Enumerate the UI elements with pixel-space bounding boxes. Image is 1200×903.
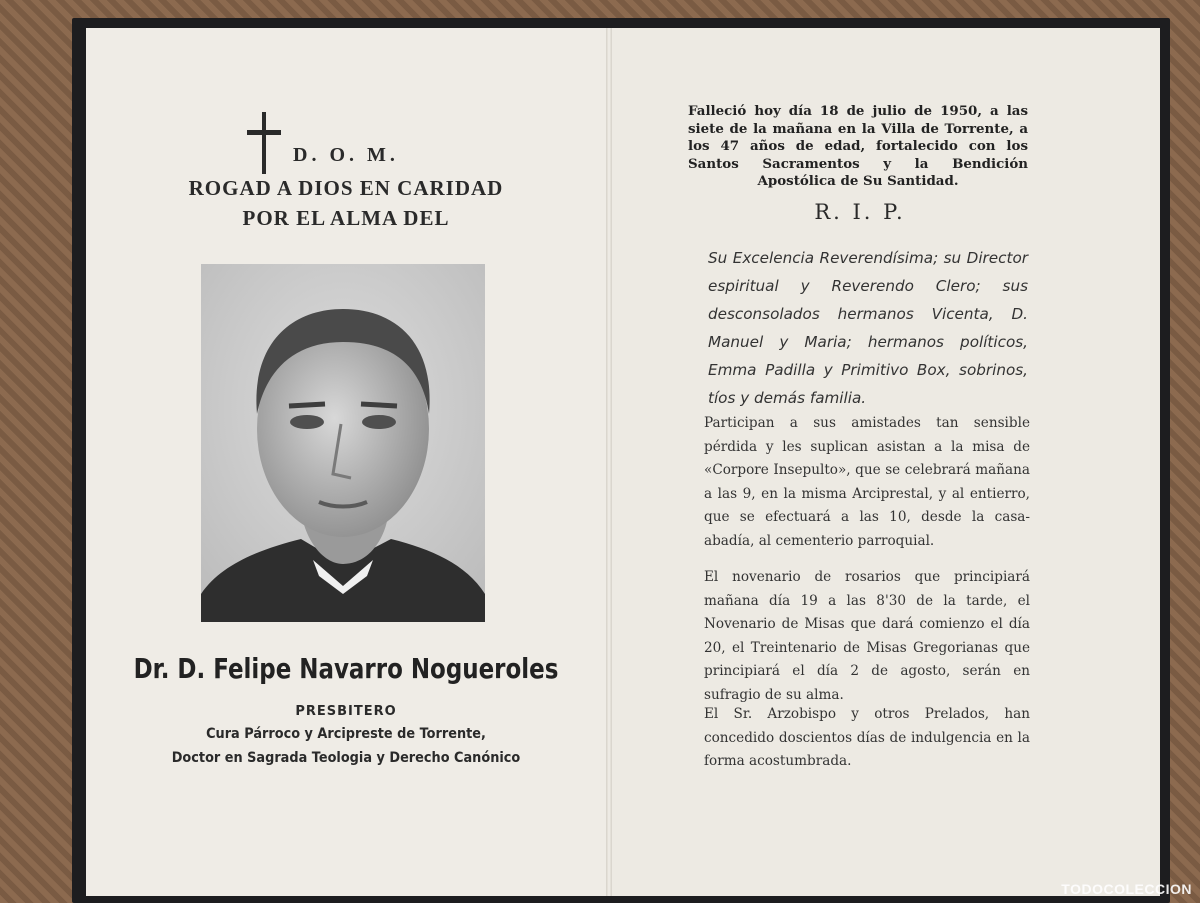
title-presbitero: PRESBITERO: [295, 704, 397, 719]
role-line-2: Doctor en Sagrada Teologia y Derecho Canónico: [171, 750, 521, 766]
watermark: TODOCOLECCION: [1061, 881, 1192, 897]
death-notice: Falleció hoy día 18 de julio de 1950, a las siete de la mañana en la Villa de Torrente, a los 47 años de edad, fortalecido con los Santos Sacramentos y la Bendición Apostólica de Su Santidad.: [688, 103, 1028, 189]
paragraph-funeral: Participan a sus amistades tan sensible pérdida y les suplican asistan a la misa de «Corpore Insepulto», que se celebrará mañana a las 9, en la misma Arciprestal, y al entierro, que se efectuará a las 10, desde la casa-abadía, al cementerio parroquial.: [704, 415, 1030, 549]
prayer-line-2: POR EL ALMA DEL: [242, 206, 450, 230]
family-text: Su Excelencia Reverendísima; su Director espiritual y Reverendo Clero; sus desconsolados hermanos Vicenta, D. Manuel y Maria; hermanos políticos, Emma Padilla y Primitivo Box, sobrinos, tíos y demás familia.: [708, 249, 1028, 407]
paragraph-indulgence: El Sr. Arzobispo y otros Prelados, han concedido doscientos días de indulgencia en la forma acostumbrada.: [704, 706, 1030, 769]
prayer-line-1: ROGAD A DIOS EN CARIDAD: [188, 176, 504, 200]
family-paragraph: [708, 244, 1028, 412]
paragraph-novenario: El novenario de rosarios que principiará mañana día 19 a las 8'30 de la tarde, el Novenario de Misas que dará comienzo el día 20, el Treintenario de Misas Gregorianas que principiará el día 2 de agosto, serán en sufragio de su alma.: [704, 569, 1030, 703]
deceased-name: Dr. D. Felipe Navarro Nogueroles: [133, 652, 559, 685]
dom-heading: D. O. M.: [293, 144, 399, 166]
role-line-1: Cura Párroco y Arcipreste de Torrente,: [206, 726, 486, 742]
rip-heading: R. I. P.: [814, 200, 906, 224]
page-fold: [606, 28, 612, 896]
portrait-photo: [201, 264, 485, 622]
